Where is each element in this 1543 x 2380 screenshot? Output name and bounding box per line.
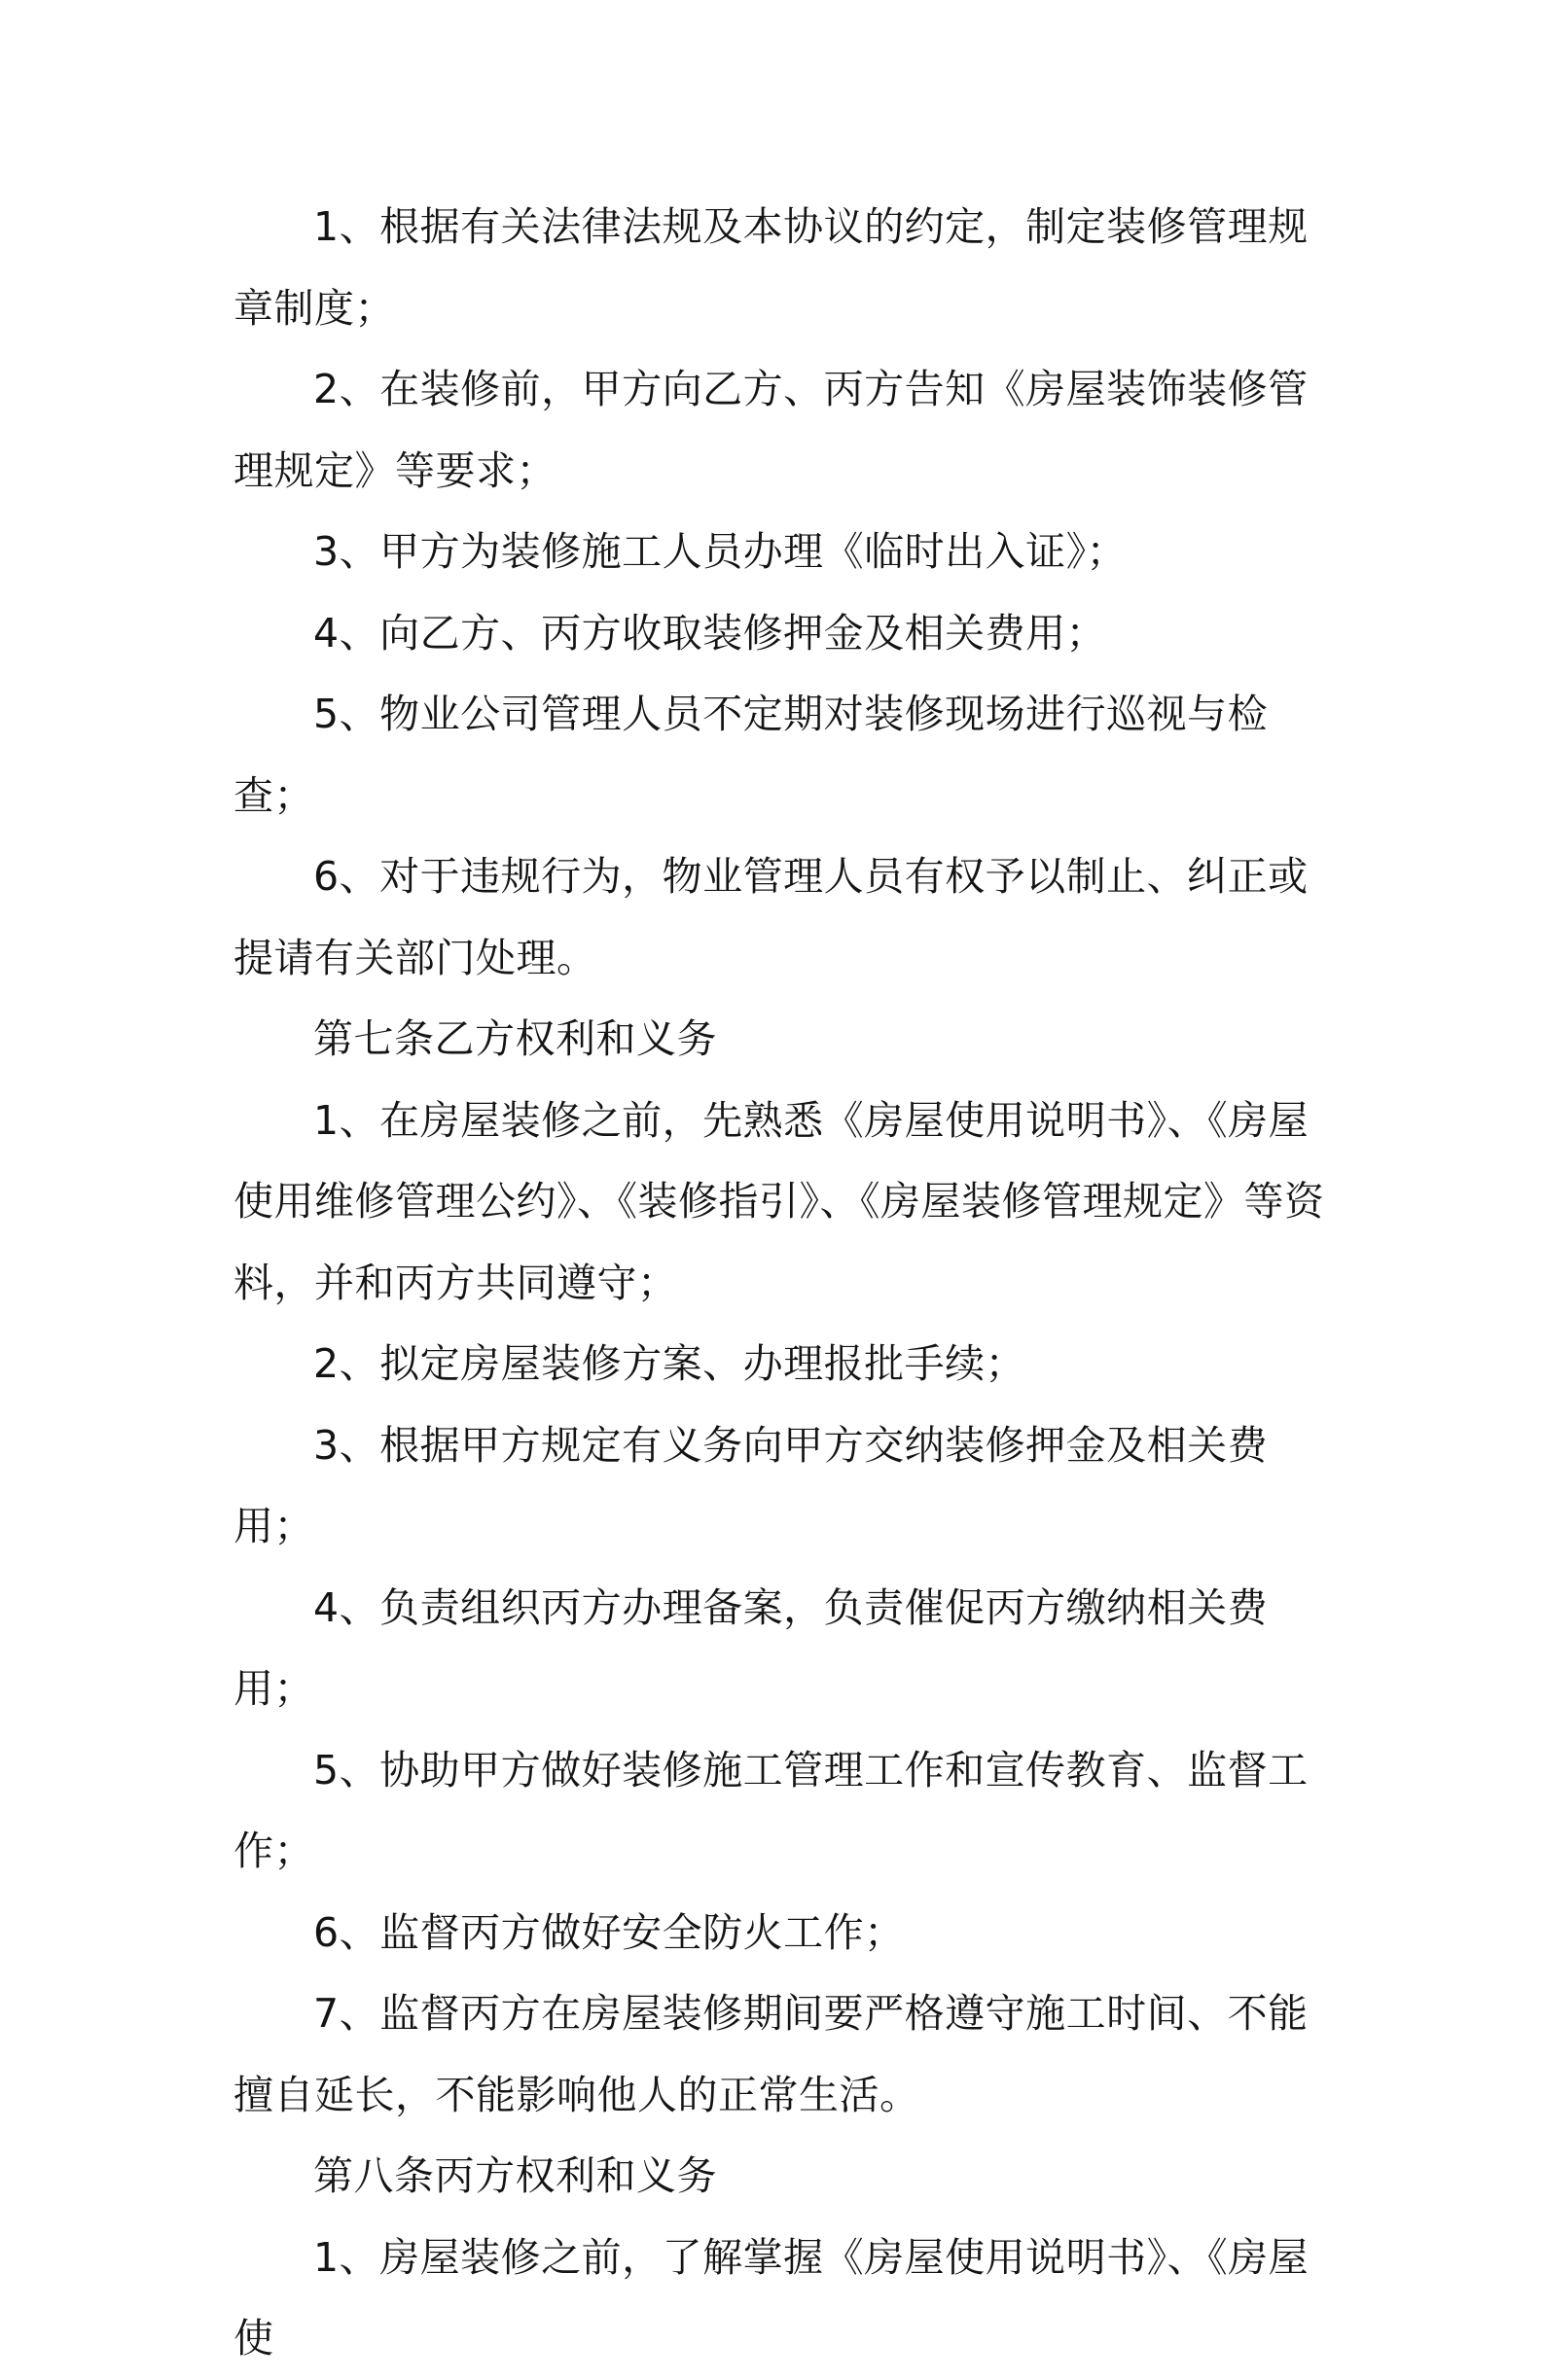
paragraph-party-b-duty-6: 6、监督丙方做好安全防火工作； (313, 1908, 905, 1956)
paragraph-party-c-duty-1: 1、房屋装修之前，了解掌握《房屋使用说明书》、《房屋使 (233, 2233, 1310, 2362)
paragraph-party-b-duty-7: 7、监督丙方在房屋装修期间要严格遵守施工时间、不能擅自延长，不能影响他人的正常生活。 (233, 1990, 1309, 2118)
paragraph-party-b-duty-2: 2、拟定房屋装修方案、办理报批手续； (313, 1340, 1026, 1387)
section-heading-article-8: 第八条丙方权利和义务 (313, 2152, 717, 2199)
paragraph-party-b-duty-3: 3、根据甲方规定有义务向甲方交纳装修押金及相关费用； (233, 1421, 1269, 1549)
paragraph-party-b-duty-5: 5、协助甲方做好装修施工管理工作和宣传教育、监督工作； (233, 1746, 1309, 1874)
paragraph-landlord-duty-1: 1、根据有关法律法规及本协议的约定，制定装修管理规章制度； (233, 203, 1309, 332)
section-heading-article-7: 第七条乙方权利和义务 (313, 1015, 717, 1062)
document-body (233, 187, 1333, 2380)
paragraph-party-b-duty-1: 1、在房屋装修之前，先熟悉《房屋使用说明书》、《房屋使用维修管理公约》、《装修指引》、《房屋装修管理规定》等资料，并和丙方共同遵守； (233, 1096, 1325, 1306)
paragraph-landlord-duty-4: 4、向乙方、丙方收取装修押金及相关费用； (313, 609, 1107, 657)
paragraph-landlord-duty-5: 5、物业公司管理人员不定期对装修现场进行巡视与检查； (233, 691, 1269, 819)
paragraph-party-b-duty-4: 4、负责组织丙方办理备案，负责催促丙方缴纳相关费用； (233, 1583, 1269, 1712)
paragraph-landlord-duty-6: 6、对于违规行为，物业管理人员有权予以制止、纠正或提请有关部门处理。 (233, 853, 1309, 981)
paragraph-landlord-duty-3: 3、甲方为装修施工人员办理《临时出入证》； (313, 528, 1128, 575)
paragraph-landlord-duty-2: 2、在装修前，甲方向乙方、丙方告知《房屋装饰装修管理规定》等要求； (233, 366, 1309, 494)
